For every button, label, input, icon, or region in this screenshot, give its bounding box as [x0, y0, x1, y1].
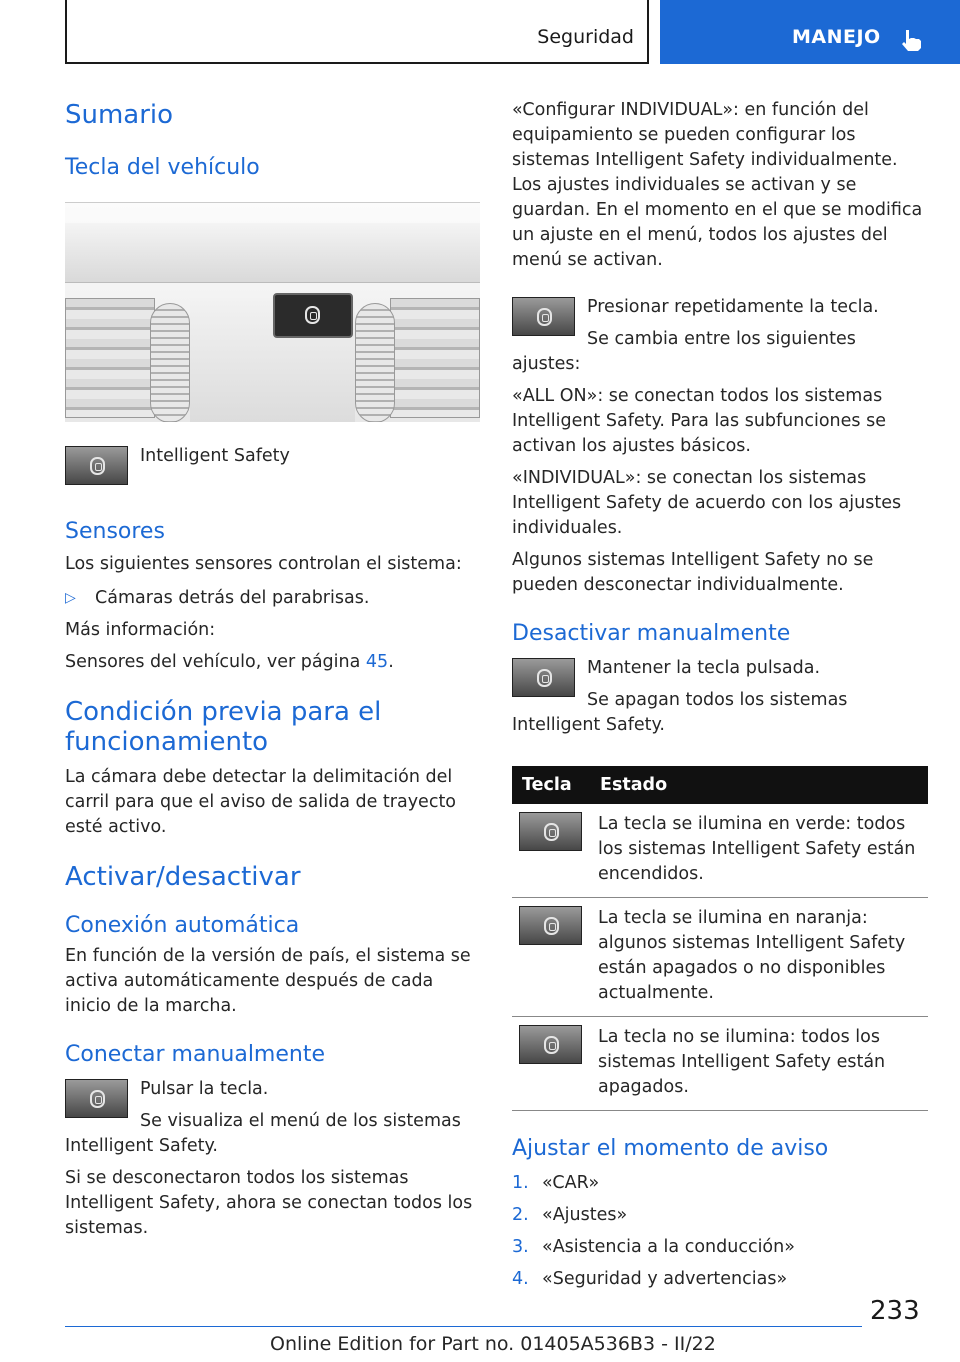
edition-info: Online Edition for Part no. 01405A536B3 - II/22: [270, 1333, 716, 1355]
steering-hand-icon: [898, 28, 924, 52]
page-title: Sumario: [65, 100, 174, 130]
vehicle-key-photo: [65, 202, 480, 422]
press-repeat-row: [512, 295, 928, 377]
list-item: [512, 1267, 928, 1292]
reference-end: .: [388, 652, 394, 672]
manual-on-result: Se visualiza el menú de los sistemas Intelligent Safety.: [65, 1111, 461, 1156]
right-column: [512, 96, 928, 1299]
step-text: «Asistencia a la conducción»: [542, 1237, 795, 1257]
step-text: «Seguridad y advertencias»: [542, 1269, 788, 1289]
reference-text: Sensores del vehículo, ver página: [65, 652, 366, 672]
key-state-table: [512, 766, 928, 1111]
press-repeat-step: Presionar repetidamente la tecla.: [587, 297, 879, 317]
key-caption-row: [65, 444, 480, 488]
left-column: [65, 96, 480, 1241]
precondition-text: La cámara debe detectar la delimitación del carril para que el aviso de salida de trayecto esté activo.: [65, 767, 457, 837]
config-individual-text: «Configurar INDIVIDUAL»: en función del equipamiento se pueden configurar los sistemas Intelligent Safety individualmente. Los ajustes individuales se activan y se guardan. En el momento en el que se modifica un ajuste en el menú, todos los ajustes del menú se activan.: [512, 100, 923, 270]
list-item: [512, 1235, 928, 1260]
section-title: Seguridad: [537, 26, 634, 48]
heading-manual-on: Conectar manualmente: [65, 1042, 326, 1067]
manual-off-row: [512, 656, 928, 738]
chapter-title: MANEJO: [792, 26, 881, 48]
some-systems-text: Algunos sistemas Intelligent Safety no se pueden desconectar individualmente.: [512, 550, 874, 595]
column-header-key: Tecla: [512, 766, 590, 804]
intelligent-safety-key-icon: [512, 297, 575, 336]
individual-text: «INDIVIDUAL»: se conectan los sistemas Intelligent Safety de acuerdo con los ajustes individuales.: [512, 468, 902, 538]
page-link-45[interactable]: 45: [365, 652, 389, 672]
key-orange-icon: [519, 906, 582, 945]
sensors-list: [65, 586, 480, 611]
key-green-icon: [519, 812, 582, 851]
auto-on-text: En función de la versión de país, el sistema se activa automáticamente después de cada inicio de la marcha.: [65, 946, 471, 1016]
heading-precondition: Condición previa para el funcionamiento: [65, 697, 382, 757]
manual-on-row: [65, 1077, 480, 1159]
more-info: Más información:: [65, 620, 216, 640]
key-off-icon: [519, 1025, 582, 1064]
step-text: «Ajustes»: [542, 1205, 628, 1225]
manual-on-step: Pulsar la tecla.: [140, 1079, 269, 1099]
manual-off-step: Mantener la tecla pulsada.: [587, 658, 821, 678]
column-header-state: Estado: [590, 766, 928, 804]
heading-activate: Activar/desactivar: [65, 862, 301, 892]
heading-manual-off: Desactivar manualmente: [512, 621, 791, 646]
manual-off-result: Se apagan todos los sistemas Intelligent Safety.: [512, 690, 848, 735]
table-row: [512, 898, 928, 1017]
list-item: [512, 1203, 928, 1228]
heading-vehicle-key: Tecla del vehículo: [65, 155, 260, 180]
table-row: [512, 804, 928, 898]
sensors-reference: [65, 650, 480, 675]
state-cell: La tecla se ilumina en verde: todos los sistemas Intelligent Safety están encendidos.: [590, 804, 928, 898]
state-cell: La tecla no se ilumina: todos los sistemas Intelligent Safety están apagados.: [590, 1017, 928, 1111]
step-number: 4.: [512, 1269, 529, 1289]
warning-steps-list: [512, 1171, 928, 1292]
intelligent-safety-key-icon: [65, 446, 128, 485]
step-number: 3.: [512, 1237, 529, 1257]
page-number: 233: [870, 1296, 920, 1326]
heading-warning-time: Ajustar el momento de aviso: [512, 1136, 829, 1161]
sensors-intro: Los siguientes sensores controlan el sistema:: [65, 554, 462, 574]
list-item: ▷ Cámaras detrás del parabrisas.: [65, 586, 480, 611]
press-repeat-result: Se cambia entre los siguientes ajustes:: [512, 329, 856, 374]
table-header-row: [512, 766, 928, 804]
key-caption: Intelligent Safety: [140, 446, 290, 466]
manual-on-note: Si se desconectaron todos los sistemas Intelligent Safety, ahora se conectan todos los sistemas.: [65, 1168, 473, 1238]
list-item: [512, 1171, 928, 1196]
all-on-text: «ALL ON»: se conectan todos los sistemas Intelligent Safety. Para las subfunciones se activan los ajustes básicos.: [512, 386, 886, 456]
intelligent-safety-key-icon: [65, 1079, 128, 1118]
chapter-tab[interactable]: [660, 0, 960, 64]
table-row: [512, 1017, 928, 1111]
intelligent-safety-key-icon: [512, 658, 575, 697]
step-text: «CAR»: [542, 1173, 600, 1193]
step-number: 1.: [512, 1173, 529, 1193]
heading-auto-on: Conexión automática: [65, 913, 300, 938]
safety-button-photo: [273, 293, 353, 338]
footer-divider: [65, 1326, 862, 1327]
step-number: 2.: [512, 1205, 529, 1225]
state-cell: La tecla se ilumina en naranja: algunos sistemas Intelligent Safety están apagados o no disponibles actualmente.: [590, 898, 928, 1017]
page-header: [0, 0, 960, 64]
heading-sensors: Sensores: [65, 519, 165, 544]
